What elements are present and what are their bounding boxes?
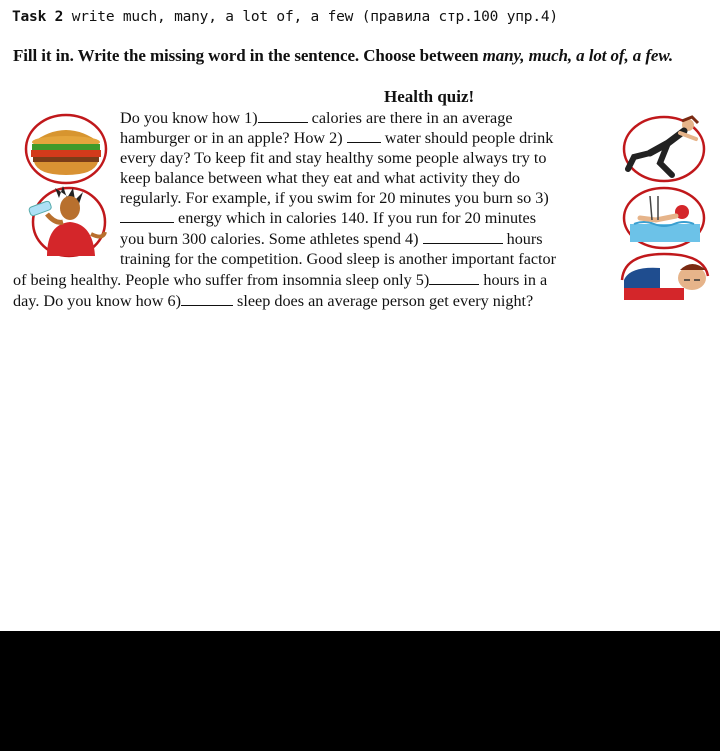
line-text: training for the competition. Good sleep is another important factor (120, 250, 557, 268)
blank-3[interactable] (120, 209, 174, 223)
line-text: calories are there in an average (307, 109, 513, 127)
line-text: sleep does an average person get every night? (233, 292, 534, 310)
hamburger-icon (24, 113, 108, 185)
blank-4[interactable] (423, 230, 503, 244)
blank-1[interactable] (258, 109, 308, 123)
task-label: Task 2 (12, 9, 64, 25)
quiz-line-10 (13, 291, 533, 311)
line-text: hamburger or in an apple? How 2) (120, 129, 347, 147)
bottom-black-area (0, 631, 720, 751)
quiz-line-5 (120, 188, 549, 208)
line-text: of being healthy. People who suffer from insomnia sleep only 5) (13, 271, 430, 289)
line-text: keep balance between what they eat and what activity they do (120, 169, 521, 187)
quiz-line-4 (120, 168, 520, 188)
drinking-water-icon (25, 184, 107, 258)
quiz-line-7 (120, 229, 543, 249)
quiz-line-8 (120, 249, 556, 269)
line-text: hours (502, 230, 543, 248)
line-text: water should people drink (380, 129, 554, 147)
blank-6[interactable] (181, 292, 233, 306)
quiz-line-1 (120, 108, 513, 128)
blank-2[interactable] (347, 129, 381, 143)
running-icon (620, 113, 712, 183)
quiz-title: Health quiz! (384, 87, 475, 106)
quiz-line-6 (120, 208, 536, 228)
quiz-line-9 (13, 270, 547, 290)
line-text: every day? To keep fit and stay healthy some people always try to (120, 149, 547, 167)
instruction (13, 46, 673, 66)
sleeping-icon (620, 250, 712, 302)
task-text: write much, many, a lot of, a few (правила стр.100 упр.4) (71, 9, 558, 25)
instruction-options: many, much, a lot of, a few. (482, 46, 674, 65)
quiz-line-3 (120, 148, 547, 168)
line-text: Do you know how 1) (120, 109, 258, 127)
instruction-prefix: Fill it in. Write the missing word in the sentence. Choose between (13, 46, 483, 65)
quiz-line-2 (120, 128, 553, 148)
line-text: energy which in calories 140. If you run for 20 minutes (174, 209, 537, 227)
swimming-icon (620, 184, 712, 250)
line-text: day. Do you know how 6) (13, 292, 181, 310)
task-heading (12, 9, 558, 25)
line-text: you burn 300 calories. Some athletes spend 4) (120, 230, 423, 248)
line-text: hours in a (479, 271, 548, 289)
blank-5[interactable] (429, 271, 479, 285)
line-text: regularly. For example, if you swim for 20 minutes you burn so 3) (120, 189, 549, 207)
